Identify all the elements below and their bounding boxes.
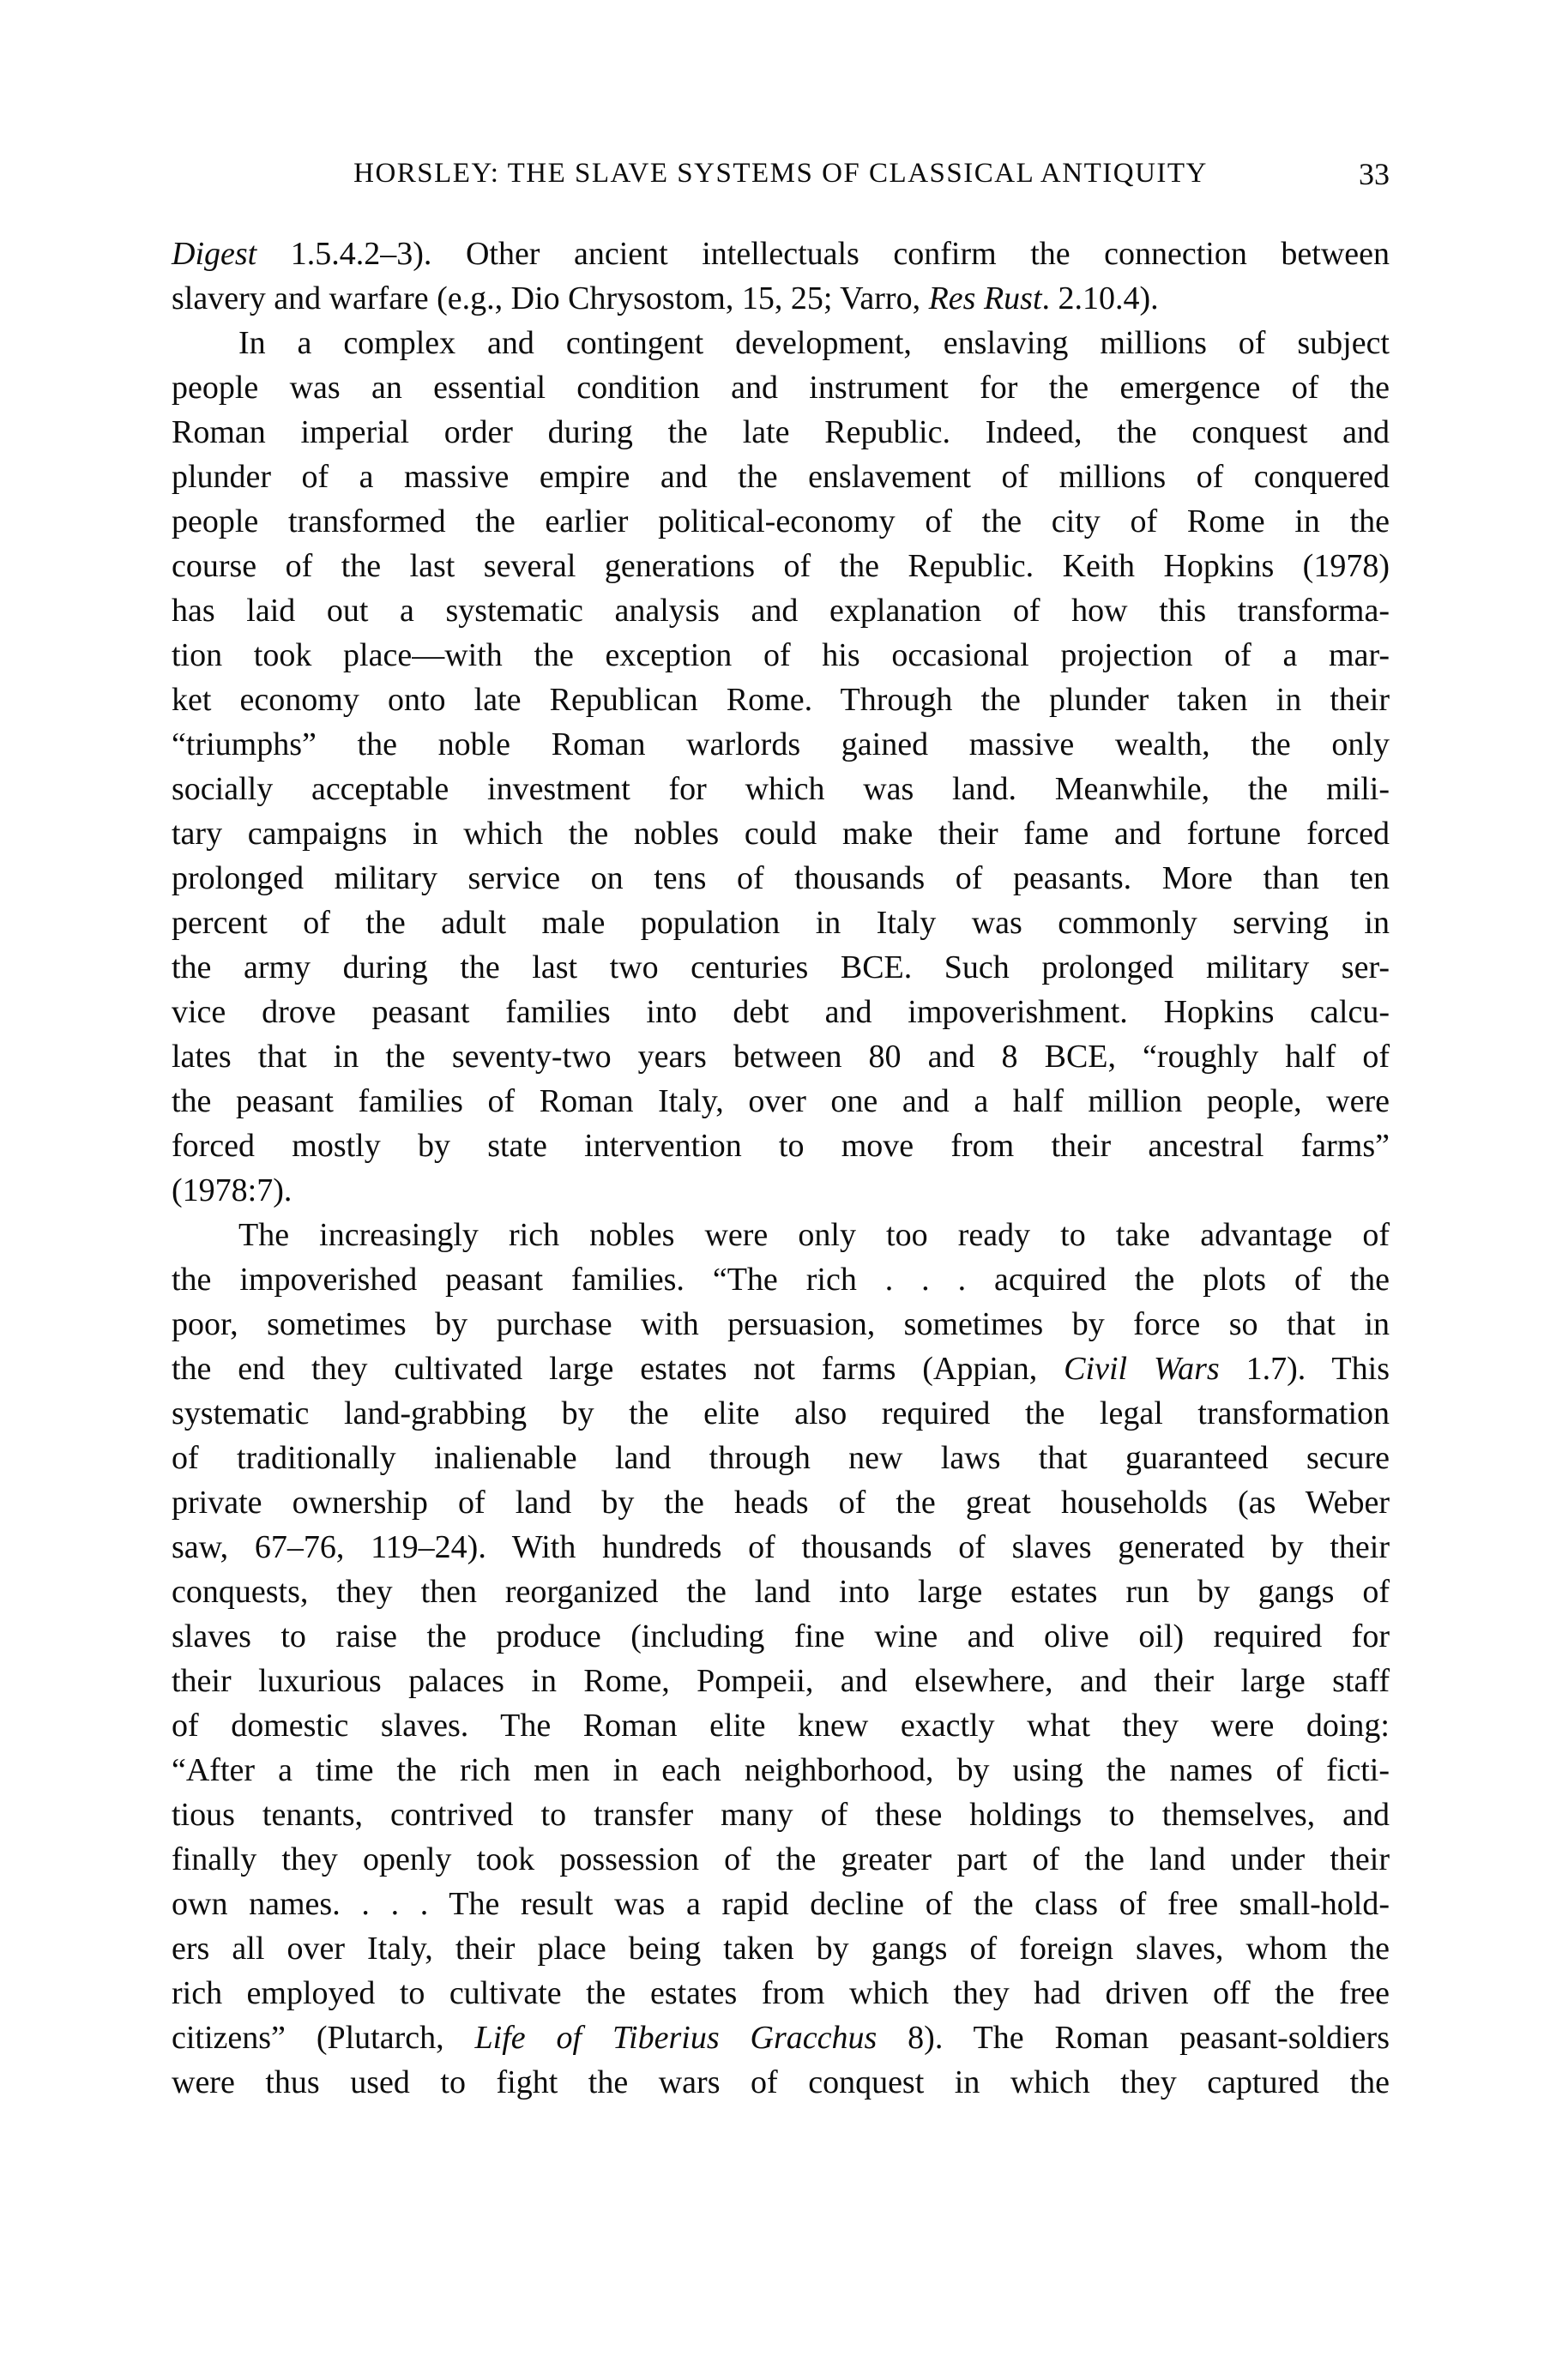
text-segment: . 2.10.4). (1041, 280, 1159, 316)
text-line (172, 945, 1390, 990)
text-segment: conquests, they then reorganized the land into large estates run by gangs of (172, 1574, 1390, 1610)
text-segment: Roman imperial order during the late Republic. Indeed, the conquest and (172, 414, 1390, 450)
text-line (172, 633, 1390, 678)
text-segment: socially acceptable investment for which was land. Meanwhile, the mili- (172, 771, 1390, 807)
text-segment: systematic land-grabbing by the elite also required the legal transformation (172, 1395, 1390, 1431)
text-line (172, 2015, 1390, 2060)
page-number: 33 (1359, 157, 1390, 191)
text-segment: finally they openly took possession of the greater part of the land under their (172, 1841, 1390, 1877)
italic-text-segment: Digest (172, 236, 257, 272)
text-line (172, 1213, 1390, 1257)
text-segment: own names. . . . The result was a rapid decline of the class of free small-hold- (172, 1886, 1390, 1922)
text-line (172, 1079, 1390, 1124)
running-head: HORSLEY: THE SLAVE SYSTEMS OF CLASSICAL ANTIQUITY (353, 158, 1208, 189)
text-segment: tion took place—with the exception of his occasional projection of a mar- (172, 637, 1390, 673)
text-segment: forced mostly by state intervention to move from their ancestral farms” (172, 1128, 1390, 1164)
text-line (172, 990, 1390, 1034)
text-segment: 1.5.4.2–3). Other ancient intellectuals confirm the connection between (256, 236, 1390, 272)
text-line (172, 1926, 1390, 1971)
text-segment: (1978:7). (172, 1172, 293, 1208)
text-line (172, 767, 1390, 811)
text-segment: of domestic slaves. The Roman elite knew exactly what they were doing: (172, 1708, 1390, 1744)
text-segment: their luxurious palaces in Rome, Pompeii, and elsewhere, and their large staff (172, 1663, 1390, 1699)
text-segment: slavery and warfare (e.g., Dio Chrysostom, 15, 25; Varro, (172, 280, 929, 316)
text-segment: percent of the adult male population in Italy was commonly serving in (172, 905, 1390, 941)
text-line (172, 1971, 1390, 2015)
text-segment: ket economy onto late Republican Rome. Through the plunder taken in their (172, 682, 1390, 718)
text-line (172, 276, 1390, 321)
text-line (172, 1257, 1390, 1302)
text-segment: rich employed to cultivate the estates from which they had driven off the free (172, 1975, 1390, 2011)
text-line (172, 856, 1390, 901)
text-segment: saw, 67–76, 119–24). With hundreds of thousands of slaves generated by their (172, 1529, 1390, 1565)
text-line (172, 1837, 1390, 1882)
text-segment: people transformed the earlier political-economy of the city of Rome in the (172, 503, 1390, 539)
text-segment: the impoverished peasant families. “The rich . . . acquired the plots of the (172, 1262, 1390, 1298)
text-segment: people was an essential condition and instrument for the emergence of the (172, 370, 1390, 406)
text-segment: private ownership of land by the heads of the great households (as Weber (172, 1485, 1390, 1521)
text-segment: course of the last several generations of the Republic. Keith Hopkins (1978) (172, 548, 1390, 584)
text-line (172, 499, 1390, 544)
text-line (172, 1347, 1390, 1391)
text-segment: the end they cultivated large estates not farms (Appian, (172, 1351, 1065, 1387)
text-line (172, 1391, 1390, 1436)
text-segment: tious tenants, contrived to transfer many of these holdings to themselves, and (172, 1797, 1390, 1833)
text-line (172, 1525, 1390, 1570)
text-block (172, 232, 1390, 2105)
text-line (172, 811, 1390, 856)
text-line (172, 1480, 1390, 1525)
text-line (172, 1034, 1390, 1079)
text-line (172, 1436, 1390, 1480)
text-line (172, 410, 1390, 455)
text-segment: vice drove peasant families into debt and impoverishment. Hopkins calcu- (172, 994, 1390, 1030)
text-line (172, 1793, 1390, 1837)
text-line (172, 321, 1390, 365)
text-line (172, 901, 1390, 945)
text-line (172, 1748, 1390, 1793)
text-line (172, 1703, 1390, 1748)
text-segment: the army during the last two centuries BCE. Such prolonged military ser- (172, 949, 1390, 985)
text-line (172, 365, 1390, 410)
text-segment: In a complex and contingent development, enslaving millions of subject (238, 325, 1390, 361)
text-segment: The increasingly rich nobles were only too ready to take advantage of (238, 1217, 1390, 1253)
italic-text-segment: Civil Wars (1064, 1351, 1220, 1387)
text-line (172, 678, 1390, 722)
text-segment: plunder of a massive empire and the enslavement of millions of conquered (172, 459, 1390, 495)
text-line (172, 1570, 1390, 1614)
text-line (172, 544, 1390, 588)
text-line (172, 1168, 1390, 1213)
text-segment: “triumphs” the noble Roman warlords gained massive wealth, the only (172, 726, 1390, 762)
text-line (172, 588, 1390, 633)
text-segment: 8). The Roman peasant-soldiers (877, 2020, 1390, 2056)
text-segment: has laid out a systematic analysis and explanation of how this transforma- (172, 593, 1390, 629)
text-segment: lates that in the seventy-two years between 80 and 8 BCE, “roughly half of (172, 1039, 1390, 1075)
text-segment: poor, sometimes by purchase with persuasion, sometimes by force so that in (172, 1306, 1390, 1342)
text-line (172, 2060, 1390, 2105)
text-segment: tary campaigns in which the nobles could make their fame and fortune forced (172, 816, 1390, 852)
text-segment: were thus used to fight the wars of conquest in which they captured the (172, 2064, 1390, 2100)
italic-text-segment: Res Rust (928, 280, 1042, 316)
text-segment: 1.7). This (1219, 1351, 1390, 1387)
text-line (172, 1659, 1390, 1703)
text-segment: citizens” (Plutarch, (172, 2020, 475, 2056)
text-line (172, 1302, 1390, 1347)
text-segment: slaves to raise the produce (including fine wine and olive oil) required for (172, 1618, 1390, 1654)
text-line (172, 1882, 1390, 1926)
text-segment: “After a time the rich men in each neighborhood, by using the names of ficti- (172, 1752, 1390, 1788)
text-segment: prolonged military service on tens of thousands of peasants. More than ten (172, 860, 1390, 896)
text-line (172, 1614, 1390, 1659)
text-line (172, 455, 1390, 499)
text-line (172, 232, 1390, 276)
page-header (172, 158, 1390, 196)
text-line (172, 1124, 1390, 1168)
text-line (172, 722, 1390, 767)
text-segment: of traditionally inalienable land through new laws that guaranteed secure (172, 1440, 1390, 1476)
italic-text-segment: Life of Tiberius Gracchus (474, 2020, 878, 2056)
text-segment: ers all over Italy, their place being taken by gangs of foreign slaves, whom the (172, 1931, 1390, 1967)
text-segment: the peasant families of Roman Italy, over one and a half million people, were (172, 1083, 1390, 1119)
